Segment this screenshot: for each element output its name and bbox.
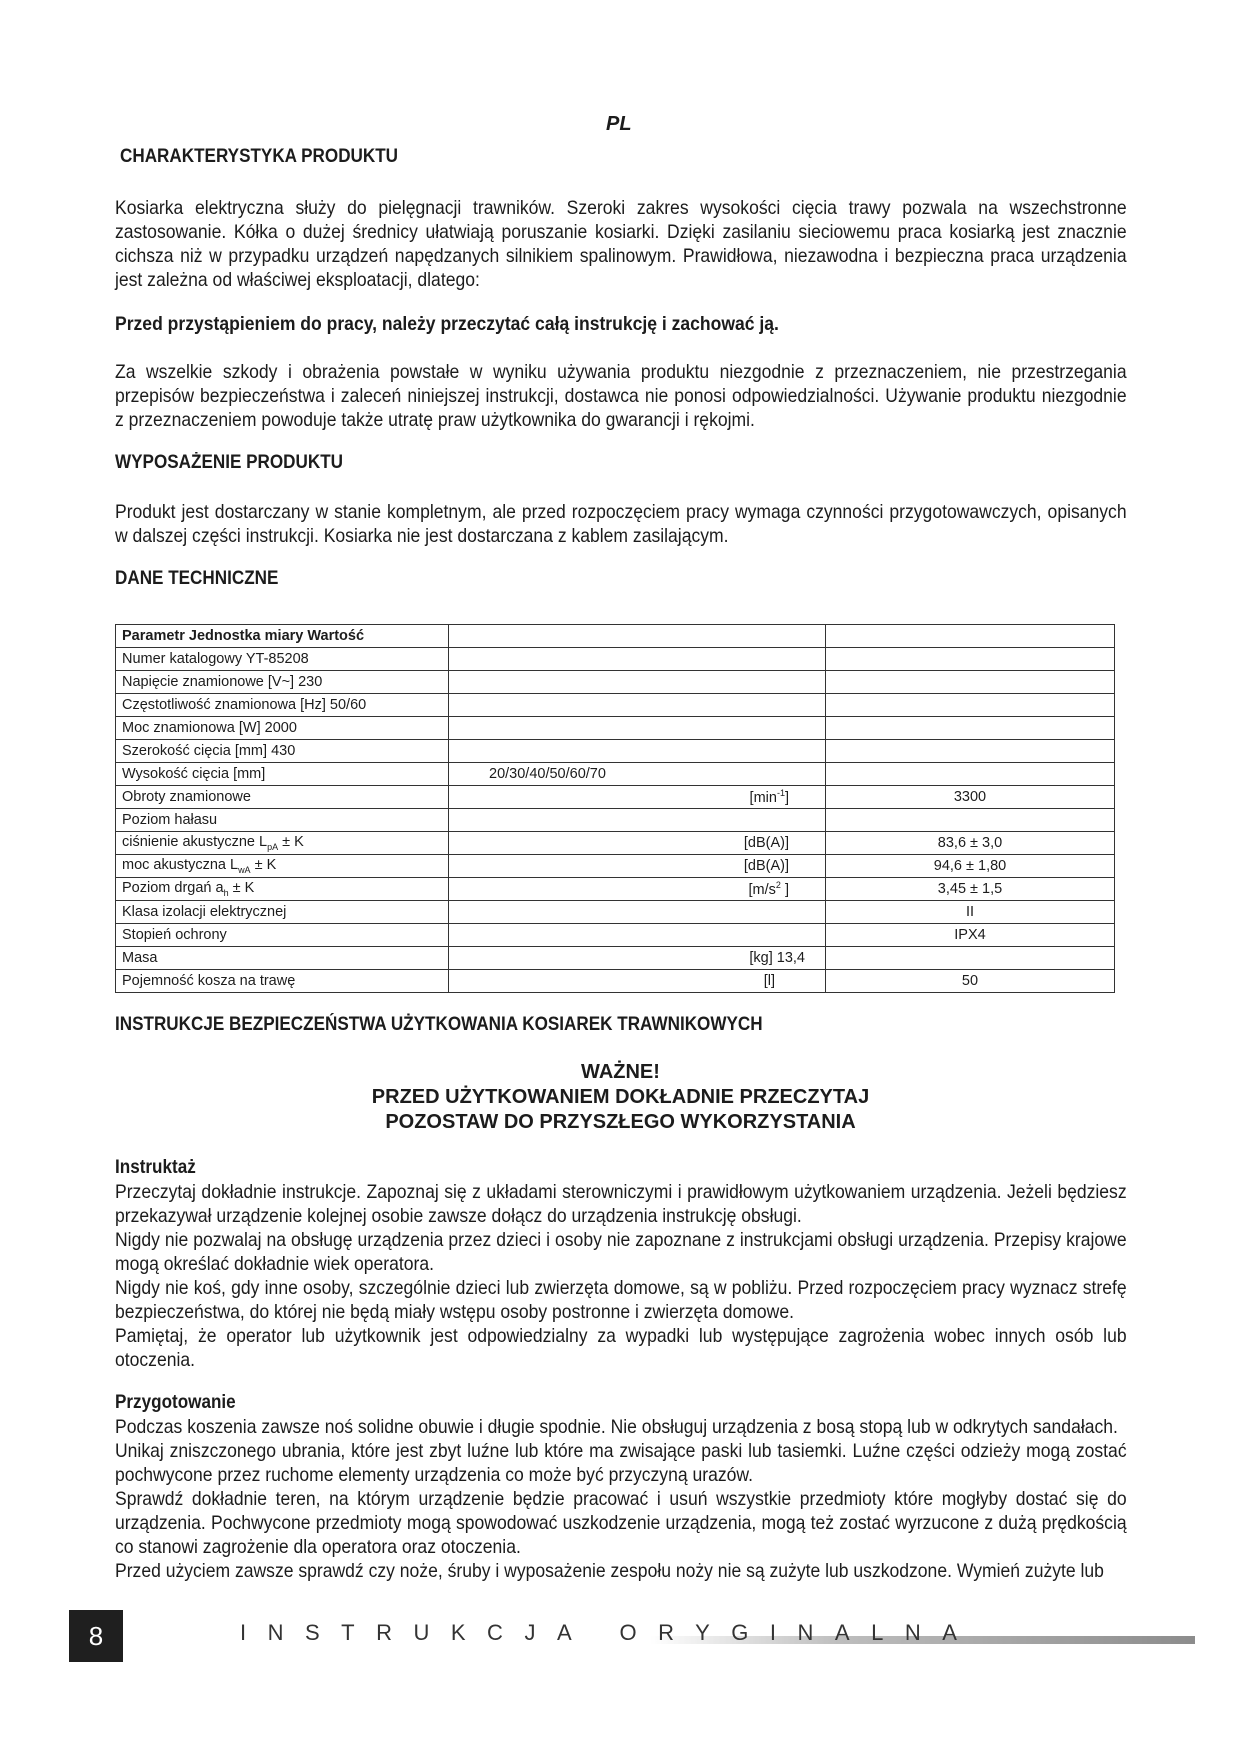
table-row [116, 947, 1115, 970]
table-row [116, 809, 1115, 832]
table-row [116, 694, 1115, 717]
table-row [116, 924, 1115, 947]
technical-data-table [115, 624, 1115, 993]
table-row [116, 878, 1115, 901]
warning-read-carefully: PRZED UŻYTKOWANIEM DOKŁADNIE PRZECZYTAJ [371, 1086, 870, 1108]
table-cell: 83,6 ± 3,0 [826, 832, 1115, 855]
paragraph-read-instructions: Przed przystąpieniem do pracy, należy przeczytać całą instrukcję i zachować ją. [115, 313, 779, 335]
table-cell: 20/30/40/50/60/70 [449, 763, 826, 786]
table-cell: [dB(A)] [449, 855, 826, 878]
table-cell: Napięcie znamionowe [V~] 230 [116, 671, 449, 694]
paragraph-equipment: Produkt jest dostarczany w stanie kompletnym, ale przed rozpoczęciem pracy wymaga czynności przygotowawczych, opisanych w dalszej części instrukcji. Kosiarka nie jest dostarczana z kablem zasilającym. [115, 501, 1127, 547]
table-cell [826, 625, 1115, 648]
table-cell: [dB(A)] [449, 832, 826, 855]
table-cell: Wysokość cięcia [mm] [116, 763, 449, 786]
page-number: 8 [69, 1610, 123, 1662]
table-row [116, 671, 1115, 694]
footer-title: INSTRUKCJA ORYGINALNA [240, 1620, 979, 1645]
table-cell: 3,45 ± 1,5 [826, 878, 1115, 901]
warning-keep: POZOSTAW DO PRZYSZŁEGO WYKORZYSTANIA [385, 1111, 856, 1133]
table-cell: 3300 [826, 786, 1115, 809]
table-cell: Klasa izolacji elektrycznej [116, 901, 449, 924]
table-cell: Numer katalogowy YT-85208 [116, 648, 449, 671]
subsection-title-preparation: Przygotowanie [115, 1392, 236, 1413]
table-cell: 94,6 ± 1,80 [826, 855, 1115, 878]
table-row [116, 717, 1115, 740]
table-cell: Moc znamionowa [W] 2000 [116, 717, 449, 740]
table-row [116, 625, 1115, 648]
table-cell: Obroty znamionowe [116, 786, 449, 809]
table-cell: ciśnienie akustyczne $L_{pA} \pm K$ [116, 832, 449, 855]
table-row [116, 832, 1115, 855]
table-cell: IPX4 [826, 924, 1115, 947]
table-cell: [kg] 13,4 [449, 947, 826, 970]
table-row [116, 970, 1115, 993]
table-cell: II [826, 901, 1115, 924]
paragraph-instruction-2: Nigdy nie pozwalaj na obsługę urządzenia przez dzieci i osoby nie zapoznane z instrukcjami obsługi urządzenia. Przepisy krajowe mogą określać dokładnie wiek operatora. [115, 1229, 1127, 1275]
table-cell: Parametr Jednostka miary Wartość [116, 625, 449, 648]
table-row [116, 786, 1115, 809]
section-title-technical-data: DANE TECHNICZNE [115, 568, 279, 589]
paragraph-instruction-1: Przeczytaj dokładnie instrukcje. Zapoznaj się z układami sterowniczymi i prawidłowym użytkowaniem urządzenia. Jeżeli będziesz przekazywał urządzenie kolejnej osobie zawsze dołącz do urządzenia instrukcję obsługi. [115, 1181, 1127, 1227]
paragraph-preparation-4: Przed użyciem zawsze sprawdź czy noże, śruby i wyposażenie zespołu noży nie są zużyte lub uszkodzone. Wymień zużyte lub [115, 1560, 1104, 1582]
table-cell: [l] [449, 970, 826, 993]
table-row [116, 740, 1115, 763]
table-cell: 50 [826, 970, 1115, 993]
table-row [116, 855, 1115, 878]
section-title-characteristics: CHARAKTERYSTYKA PRODUKTU [120, 146, 399, 167]
section-title-equipment: WYPOSAŻENIE PRODUKTU [115, 452, 344, 473]
table-row [116, 901, 1115, 924]
section-title-safety: INSTRUKCJE BEZPIECZEŃSTWA UŻYTKOWANIA KOSIAREK TRAWNIKOWYCH [115, 1014, 763, 1035]
table-cell: Poziom drgań $a_h \pm K$ [116, 878, 449, 901]
paragraph-liability: Za wszelkie szkody i obrażenia powstałe w wyniku używania produktu niezgodnie z przeznaczeniem, nie przestrzegania przepisów bezpieczeństwa i zaleceń niniejszej instrukcji, dostawca nie ponosi odpowiedzialności. Używanie produktu niezgodnie z przeznaczeniem powoduje także utratę praw użytkownika do gwarancji i rękojmi. [115, 361, 1127, 431]
table-cell: Stopień ochrony [116, 924, 449, 947]
table-cell: Masa [116, 947, 449, 970]
paragraph-preparation-2: Unikaj zniszczonego ubrania, które jest zbyt luźne lub które ma zwisające paski lub tasiemki. Luźne części odzieży mogą zostać pochwycone przez ruchome elementy urządzenia co może być przyczyną urazów. [115, 1440, 1127, 1486]
table-cell: $[\min^{-1}]$ [449, 786, 826, 809]
table-cell: [$m/s^2$ ] [449, 878, 826, 901]
language-code: PL [606, 113, 632, 135]
table-cell: Szerokość cięcia [mm] 430 [116, 740, 449, 763]
paragraph-instruction-4: Pamiętaj, że operator lub użytkownik jest odpowiedzialny za wypadki lub występujące zagrożenia wobec innych osób lub otoczenia. [115, 1325, 1127, 1371]
warning-important: WAŻNE! [581, 1061, 660, 1083]
table-cell: Pojemność kosza na trawę [116, 970, 449, 993]
paragraph-characteristics: Kosiarka elektryczna służy do pielęgnacji trawników. Szeroki zakres wysokości cięcia trawy pozwala na wszechstronne zastosowanie. Kółka o dużej średnicy ułatwiają poruszanie kosiarki. Dzięki zasilaniu sieciowemu praca kosiarką jest znacznie cichsza niż w przypadku urządzeń napędzanych silnikiem spalinowym. Prawidłowa, niezawodna i bezpieczna praca urządzenia jest zależna od właściwej eksploatacji, dlatego: [115, 197, 1127, 291]
paragraph-preparation-1: Podczas koszenia zawsze noś solidne obuwie i długie spodnie. Nie obsługuj urządzenia z bosą stopą lub w odkrytych sandałach. [115, 1416, 1118, 1438]
table-cell: Poziom hałasu [116, 809, 449, 832]
table-cell: Częstotliwość znamionowa [Hz] 50/60 [116, 694, 449, 717]
table-row [116, 648, 1115, 671]
table-cell: moc akustyczna $L_{wA} \pm K$ [116, 855, 449, 878]
table-row [116, 763, 1115, 786]
table-cell [449, 625, 826, 648]
paragraph-instruction-3: Nigdy nie koś, gdy inne osoby, szczególnie dzieci lub zwierzęta domowe, są w pobliżu. Przed rozpoczęciem pracy wyznacz strefę bezpieczeństwa, do której nie będą miały wstępu osoby postronne i zwierzęta domowe. [115, 1277, 1127, 1323]
subsection-title-instruction: Instruktaż [115, 1157, 196, 1178]
paragraph-preparation-3: Sprawdź dokładnie teren, na którym urządzenie będzie pracować i usuń wszystkie przedmioty które mogłyby dostać się do urządzenia. Pochwycone przedmioty mogą spowodować uszkodzenie urządzenia, mogą też zostać wyrzucone z dużą prędkością co stanowi zagrożenie dla operatora oraz otoczenia. [115, 1488, 1127, 1558]
